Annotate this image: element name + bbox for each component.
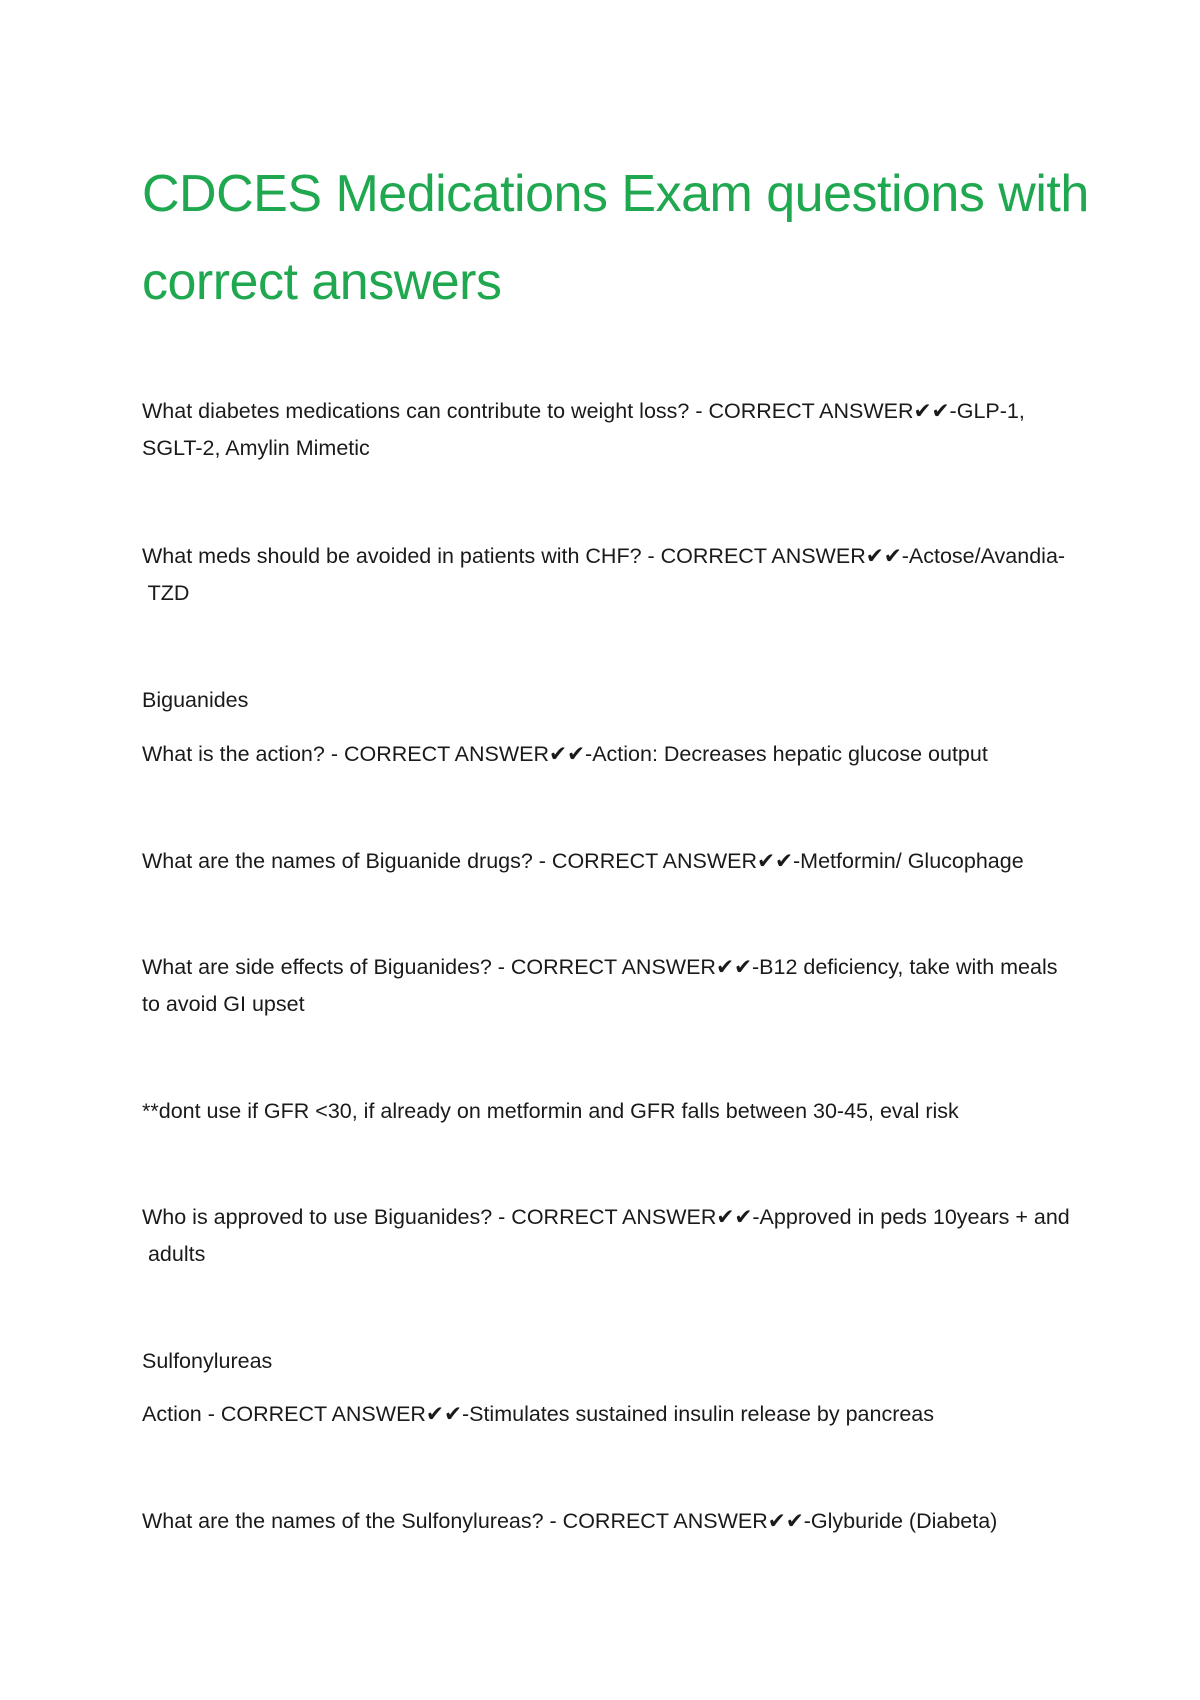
section-heading-sulfonylureas	[142, 1343, 1072, 1380]
qa-text: What are side effects of Biguanides? - CORRECT ANSWER✔✔-B12 deficiency, take with meals	[142, 955, 1058, 979]
qa-text: adults	[142, 1242, 206, 1266]
qa-sulfonylurea-action	[142, 1396, 1072, 1433]
qa-text: Action - CORRECT ANSWER✔✔-Stimulates sustained insulin release by pancreas	[142, 1402, 935, 1426]
qa-text: What is the action? - CORRECT ANSWER✔✔-Action: Decreases hepatic glucose output	[142, 742, 988, 766]
qa-text: TZD	[142, 581, 190, 605]
qa-biguanide-names	[142, 843, 1072, 880]
qa-text: to avoid GI upset	[142, 992, 305, 1016]
title-line-2: correct answers	[142, 253, 502, 311]
qa-biguanide-approval	[142, 1199, 1072, 1273]
qa-biguanide-side-effects	[142, 949, 1072, 1023]
qa-weight-loss	[142, 393, 1072, 467]
qa-chf	[142, 538, 1072, 612]
note-text: **dont use if GFR <30, if already on metformin and GFR falls between 30-45, eval risk	[142, 1099, 959, 1123]
qa-text: What are the names of Biguanide drugs? - CORRECT ANSWER✔✔-Metformin/ Glucophage	[142, 849, 1024, 873]
qa-sulfonylurea-names	[142, 1503, 1072, 1540]
section-heading-text: Sulfonylureas	[142, 1349, 273, 1373]
document-title	[142, 150, 1089, 326]
qa-text: What are the names of the Sulfonylureas? - CORRECT ANSWER✔✔-Glyburide (Diabeta)	[142, 1509, 998, 1533]
note-gfr	[142, 1093, 1072, 1130]
qa-text: SGLT-2, Amylin Mimetic	[142, 436, 370, 460]
title-line-1: CDCES Medications Exam questions with	[142, 165, 1089, 223]
qa-text: What meds should be avoided in patients with CHF? - CORRECT ANSWER✔✔-Actose/Avandia-	[142, 544, 1066, 568]
section-heading-biguanides	[142, 682, 1072, 719]
qa-text: What diabetes medications can contribute to weight loss? - CORRECT ANSWER✔✔-GLP-1,	[142, 399, 1025, 423]
qa-text: Who is approved to use Biguanides? - CORRECT ANSWER✔✔-Approved in peds 10years + and	[142, 1205, 1070, 1229]
qa-biguanide-action	[142, 736, 1072, 773]
section-heading-text: Biguanides	[142, 688, 249, 712]
